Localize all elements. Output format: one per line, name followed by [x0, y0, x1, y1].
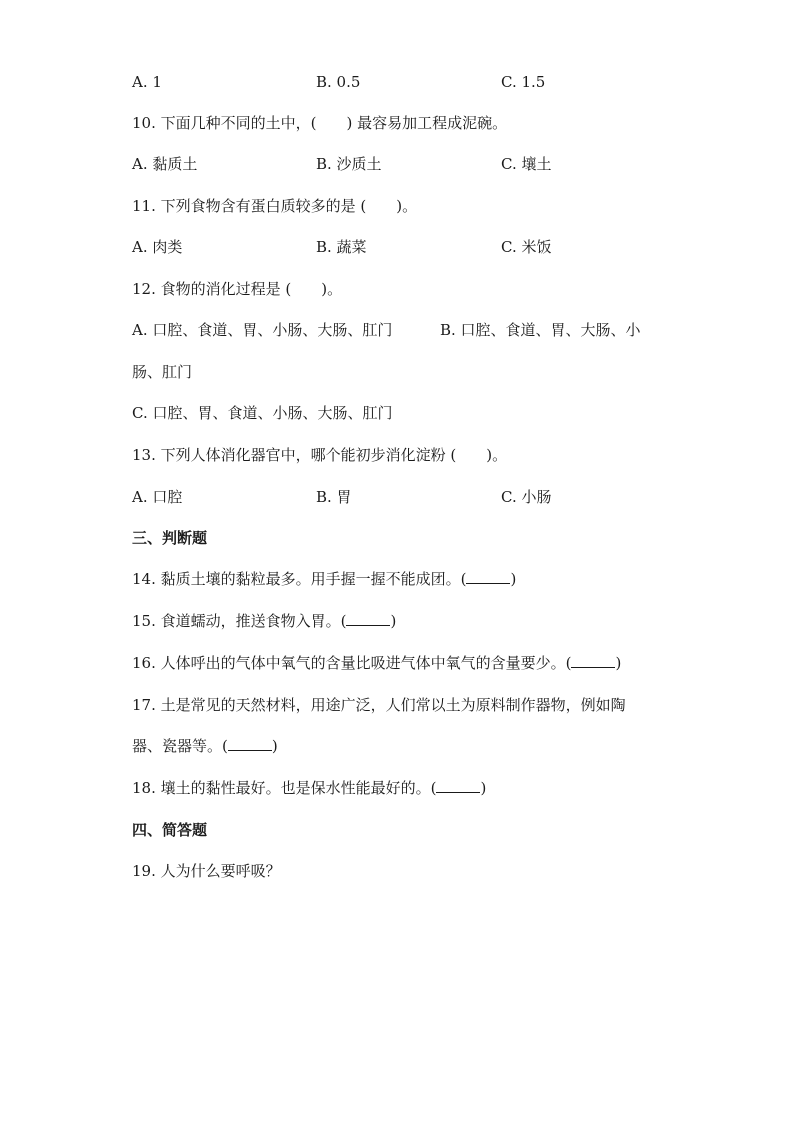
q17-answer-blank[interactable]: [228, 736, 272, 751]
q9-option-a: A. 1: [132, 73, 162, 91]
q11-option-b: B. 蔬菜: [316, 238, 367, 256]
q12-option-a: A. 口腔、食道、胃、小肠、大肠、肛门: [132, 321, 393, 339]
q13-option-a: A. 口腔: [132, 488, 183, 506]
q9-option-b: B. 0.5: [316, 73, 361, 91]
q14-close: ): [510, 570, 517, 588]
q16-text: 16. 人体呼出的气体中氧气的含量比吸进气体中氧气的含量要少。(: [132, 654, 572, 672]
q19-question: 19. 人为什么要呼吸？: [132, 862, 281, 880]
q12-option-b: B. 口腔、食道、胃、大肠、小: [440, 321, 641, 339]
q15-close: ): [390, 612, 397, 630]
q17-text: 器、瓷器等。(: [132, 737, 228, 755]
q11-option-c: C. 米饭: [501, 238, 552, 256]
q18-text: 18. 壤土的黏性最好。也是保水性能最好的。(: [132, 779, 437, 797]
q15-answer-blank[interactable]: [346, 611, 390, 626]
q13-question: 13. 下列人体消化器官中，哪个能初步消化淀粉 ( )。: [132, 446, 508, 464]
q14-statement: [132, 569, 516, 589]
q18-answer-blank[interactable]: [436, 778, 480, 793]
q13-option-c: C. 小肠: [501, 488, 552, 506]
q17-statement-line2: [132, 736, 278, 756]
q10-option-b: B. 沙质土: [316, 155, 382, 173]
q16-statement: [132, 653, 621, 673]
q14-answer-blank[interactable]: [466, 569, 510, 584]
q16-close: ): [615, 654, 622, 672]
q15-statement: [132, 611, 396, 631]
q14-text: 14. 黏质土壤的黏粒最多。用手握一握不能成团。(: [132, 570, 467, 588]
q10-question: 10. 下面几种不同的土中，( ) 最容易加工程成泥碗。: [132, 114, 508, 132]
q9-option-c: C. 1.5: [501, 73, 546, 91]
q13-option-b: B. 胃: [316, 488, 352, 506]
q16-answer-blank[interactable]: [571, 653, 615, 668]
q10-option-a: A. 黏质土: [132, 155, 198, 173]
q18-close: ): [480, 779, 487, 797]
q17-statement-line1: 17. 土是常见的天然材料，用途广泛，人们常以土为原料制作器物，例如陶: [132, 696, 626, 714]
q18-statement: [132, 778, 486, 798]
q15-text: 15. 食道蠕动，推送食物入胃。(: [132, 612, 347, 630]
q17-close: ): [271, 737, 278, 755]
q11-option-a: A. 肉类: [132, 238, 183, 256]
q12-option-b-continued: 肠、肛门: [132, 363, 193, 381]
q10-option-c: C. 壤土: [501, 155, 552, 173]
q12-question: 12. 食物的消化过程是 ( )。: [132, 280, 343, 298]
section-heading-short-answer: 四、简答题: [132, 821, 208, 839]
section-heading-true-false: 三、判断题: [132, 529, 208, 547]
q12-option-c: C. 口腔、胃、食道、小肠、大肠、肛门: [132, 404, 393, 422]
q11-question: 11. 下列食物含有蛋白质较多的是 ( )。: [132, 197, 418, 215]
